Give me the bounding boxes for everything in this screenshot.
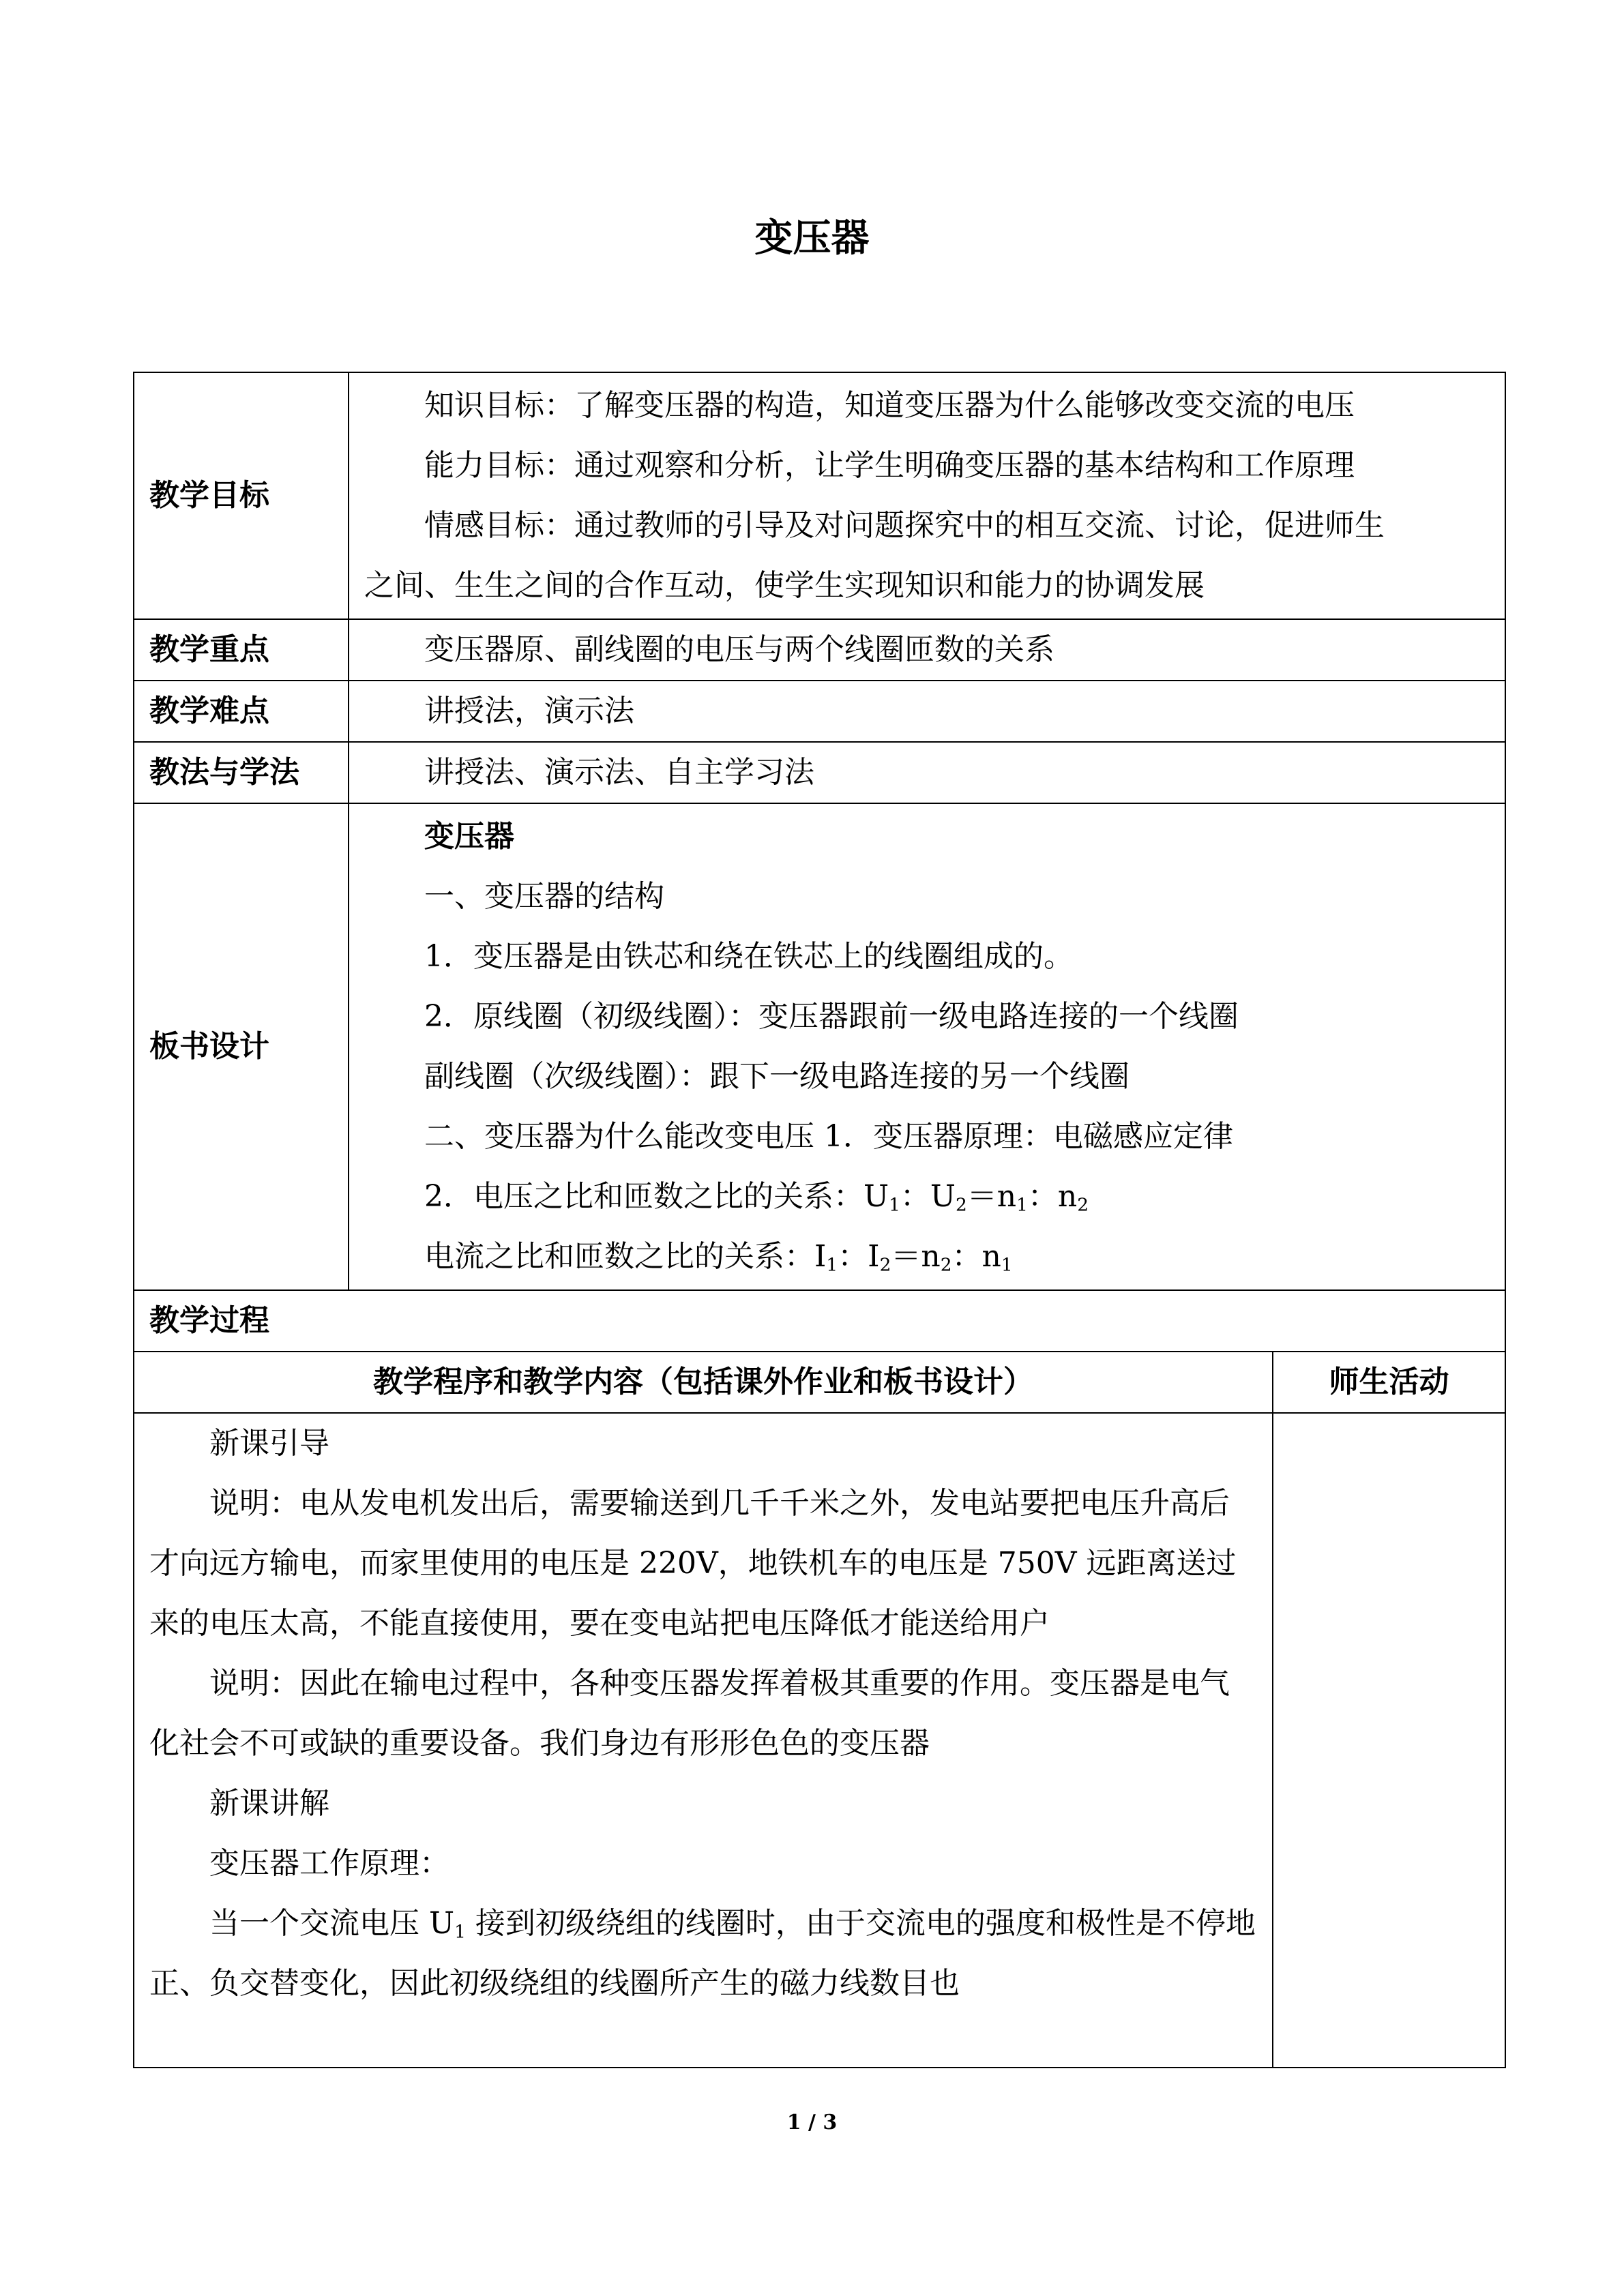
process-col1-header: 教学程序和教学内容（包括课外作业和板书设计）	[134, 1352, 1273, 1413]
board-heading: 变压器	[424, 819, 514, 854]
key-point-label: 教学重点	[134, 619, 349, 681]
process-paragraph: 当一个交流电压 $U_1$ 接到初级绕组的线圈时，由于交流电的强度和极性是不停地正、负交替变化，因此初级绕组的线圈所产生的磁力线数目也	[149, 1906, 1256, 2001]
current-relation-text: 电流之比和匝数之比的关系：	[424, 1239, 814, 1274]
methods-row	[134, 742, 1505, 803]
process-header-row	[134, 1352, 1505, 1413]
objectives-content	[349, 372, 1505, 619]
objective-line: 能力目标：通过观察和分析，让学生明确变压器的基本结构和工作原理	[424, 448, 1355, 483]
board-line: 副线圈（次级线圈）：跟下一级电路连接的另一个线圈	[424, 1059, 1130, 1094]
methods-content	[349, 742, 1505, 803]
board-line: 1．变压器是由铁芯和绕在铁芯上的线圈组成的。	[424, 939, 1074, 974]
page-number: 1 / 3	[786, 2111, 838, 2134]
objective-line: 情感目标：通过教师的引导及对问题探究中的相互交流、讨论，促进师生	[424, 508, 1385, 543]
current-relation: 电流之比和匝数之比的关系：$I_1$：$I_2=n_2$：$n_1$	[424, 1239, 1013, 1276]
process-text-part: 接到初级绕组的线圈时，由于交流电的强度和极性是不停地正、负交替变化，因此初级绕组的线圈所产生的磁力线数目也	[149, 1906, 1256, 2001]
process-content	[134, 1413, 1273, 2068]
process-col2-header: 师生活动	[1273, 1352, 1505, 1413]
objective-line: 之间、生生之间的合作互动，使学生实现知识和能力的协调发展	[364, 568, 1205, 603]
key-point-content	[349, 619, 1505, 681]
difficulty-text: 讲授法，演示法	[424, 694, 634, 728]
process-label-row	[134, 1290, 1505, 1352]
process-paragraph: 说明：因此在输电过程中，各种变压器发挥着极其重要的作用。变压器是电气化社会不可或缺的重要设备。我们身边有形形色色的变压器	[149, 1666, 1230, 1761]
process-paragraph: 说明：电从发电机发出后，需要输送到几千千米之外，发电站要把电压升高后才向远方输电，而家里使用的电压是 220V，地铁机车的电压是 750V 远距离送过来的电压太高，不能直接使用，要在变电站把电压降低才能送给用户	[149, 1486, 1237, 1641]
board-row	[134, 803, 1505, 1290]
objectives-label: 教学目标	[134, 372, 349, 619]
board-label: 板书设计	[134, 803, 349, 1290]
process-content-row	[134, 1413, 1505, 2068]
board-line: 二、变压器为什么能改变电压 1．变压器原理：电磁感应定律	[424, 1119, 1233, 1154]
board-content	[349, 803, 1505, 1290]
difficulty-content	[349, 681, 1505, 742]
board-line: 一、变压器的结构	[424, 879, 664, 914]
difficulty-row	[134, 681, 1505, 742]
process-text-part: 当一个交流电压 U	[209, 1906, 455, 1941]
document-title: 变压器	[754, 216, 870, 260]
key-point-row	[134, 619, 1505, 681]
process-paragraph: 新课引导	[209, 1426, 329, 1461]
difficulty-label: 教学难点	[134, 681, 349, 742]
objective-line: 知识目标：了解变压器的构造，知道变压器为什么能够改变交流的电压	[424, 388, 1355, 423]
methods-text: 讲授法、演示法、自主学习法	[424, 755, 814, 790]
methods-label: 教法与学法	[134, 742, 349, 803]
objectives-row	[134, 372, 1505, 619]
voltage-relation-text: 2．电压之比和匝数之比的关系：	[424, 1179, 863, 1214]
board-line: 2．原线圈（初级线圈）：变压器跟前一级电路连接的一个线圈	[424, 999, 1239, 1034]
process-label: 教学过程	[134, 1290, 1505, 1352]
lesson-plan-table	[133, 372, 1506, 2068]
teacher-student-activity	[1273, 1413, 1505, 2068]
key-point-text: 变压器原、副线圈的电压与两个线圈匝数的关系	[424, 632, 1054, 667]
voltage-relation: 2．电压之比和匝数之比的关系：$U_1$：$U_2=n_1$：$n_2$	[424, 1179, 1089, 1216]
process-paragraph: 新课讲解	[209, 1786, 329, 1821]
process-paragraph: 变压器工作原理：	[209, 1846, 449, 1881]
